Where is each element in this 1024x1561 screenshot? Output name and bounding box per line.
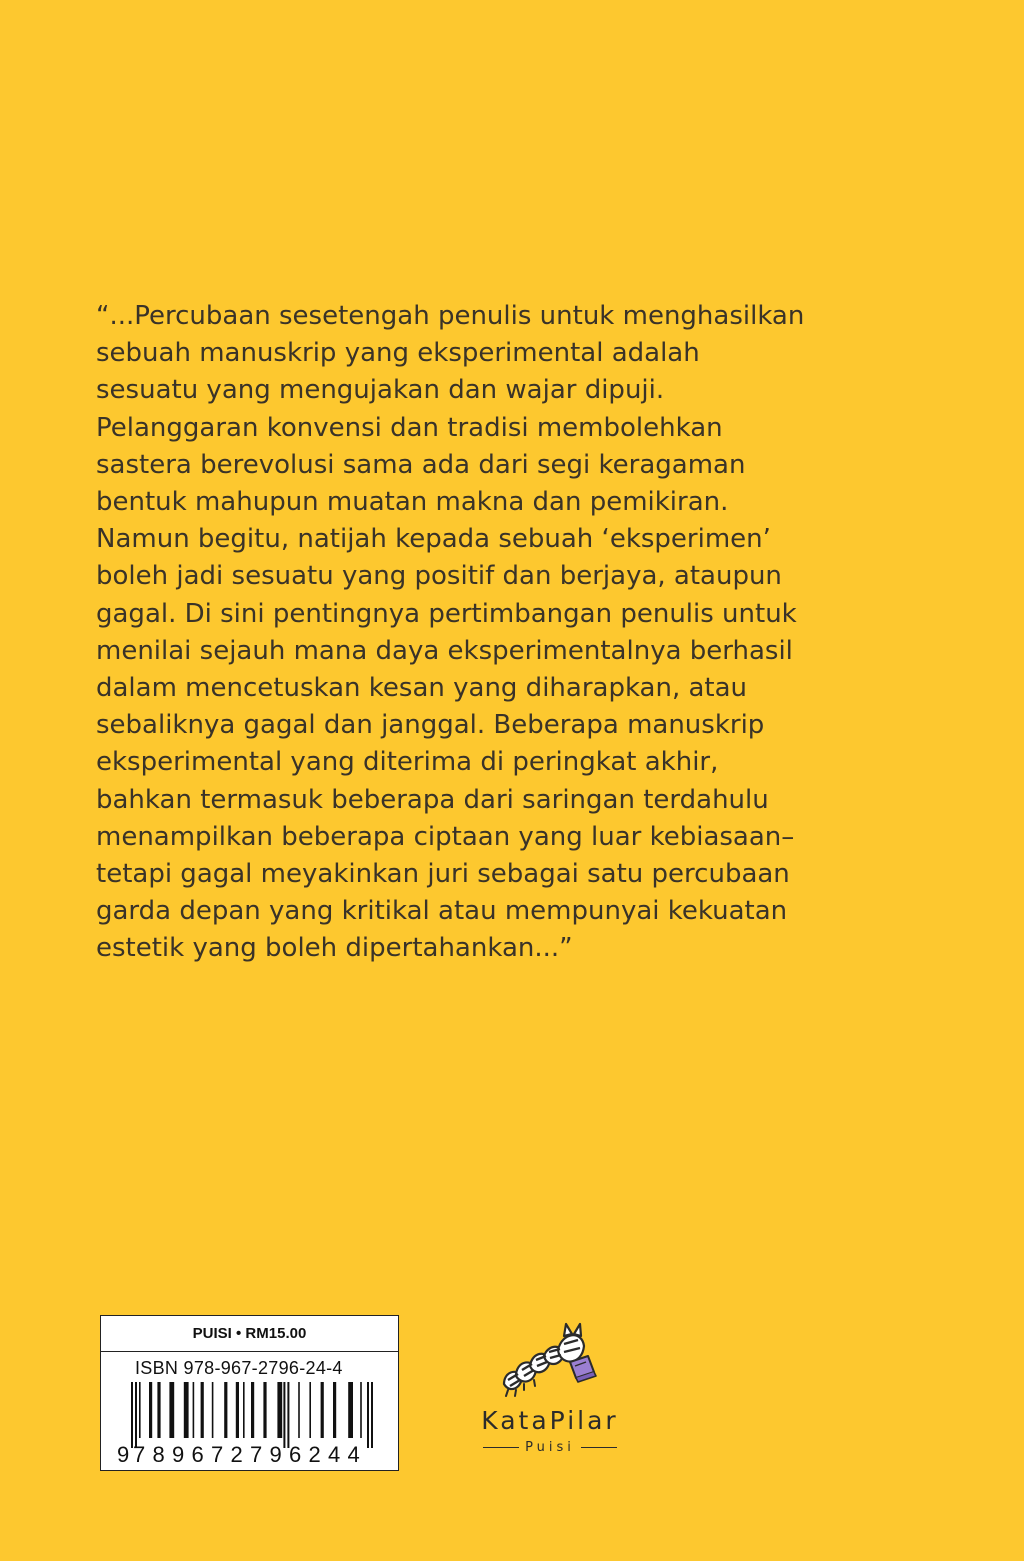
quote-line: menampilkan beberapa ciptaan yang luar kebiasaan– bbox=[96, 821, 795, 852]
barcode-bar bbox=[263, 1382, 266, 1438]
divider bbox=[483, 1447, 519, 1448]
barcode-bar bbox=[224, 1382, 227, 1438]
quote-line: bahkan termasuk beberapa dari saringan terdahulu bbox=[96, 784, 769, 815]
barcode-bar bbox=[184, 1382, 189, 1438]
quote-line: sesuatu yang mengujakan dan wajar dipuji. bbox=[96, 375, 665, 406]
barcode-digit: 9 bbox=[117, 1442, 130, 1466]
barcode-icon bbox=[117, 1382, 382, 1466]
quote-line: sebaliknya gagal dan janggal. Beberapa manuskrip bbox=[96, 710, 765, 741]
barcode-bar bbox=[348, 1382, 353, 1438]
barcode-bar bbox=[251, 1382, 254, 1438]
barcode-bar bbox=[321, 1382, 324, 1438]
quote-line: gagal. Di sini pentingnya pertimbangan penulis untuk bbox=[96, 598, 797, 629]
barcode-bar bbox=[135, 1382, 137, 1448]
publisher-name: KataPilar bbox=[481, 1406, 619, 1435]
barcode-bar bbox=[287, 1382, 289, 1448]
quote-line: bentuk mahupun muatan makna dan pemikiran. bbox=[96, 487, 729, 518]
publisher-imprint bbox=[460, 1440, 640, 1455]
barcode-digit: 6 bbox=[289, 1442, 302, 1466]
barcode-digit: 7 bbox=[211, 1442, 224, 1466]
barcode-bar bbox=[277, 1382, 282, 1438]
barcode-bar bbox=[212, 1382, 214, 1438]
quote-line: menilai sejauh mana daya eksperimentalnya berhasil bbox=[96, 635, 793, 666]
quote-line: Namun begitu, natijah kepada sebuah ‘eksperimen’ bbox=[96, 524, 771, 555]
quote-line: estetik yang boleh dipertahankan...” bbox=[96, 933, 573, 964]
caterpillar-reading-icon bbox=[460, 1322, 640, 1406]
barcode-bar bbox=[360, 1382, 362, 1438]
price-category-label: PUISI • RM15.00 bbox=[101, 1316, 398, 1352]
barcode-digit: 4 bbox=[347, 1442, 360, 1466]
barcode-digit: 9 bbox=[172, 1442, 185, 1466]
barcode-bar bbox=[371, 1382, 373, 1448]
quote-line: sebuah manuskrip yang eksperimental adalah bbox=[96, 338, 700, 369]
barcode-bar bbox=[157, 1382, 160, 1438]
quote-line: “...Percubaan sesetengah penulis untuk menghasilkan bbox=[96, 301, 805, 331]
back-cover-quote bbox=[96, 298, 856, 968]
barcode-digit: 2 bbox=[308, 1442, 321, 1466]
barcode-digit: 6 bbox=[191, 1442, 204, 1466]
barcode-label bbox=[100, 1315, 399, 1471]
barcode-bar bbox=[333, 1382, 336, 1438]
barcode-bar bbox=[309, 1382, 311, 1438]
barcode-digit: 7 bbox=[133, 1442, 146, 1466]
barcode-bar bbox=[131, 1382, 133, 1448]
barcode-bar bbox=[367, 1382, 369, 1448]
quote-line: Pelanggaran konvensi dan tradisi membolehkan bbox=[96, 412, 723, 443]
barcode-bar bbox=[193, 1382, 195, 1438]
barcode-bar bbox=[236, 1382, 239, 1438]
book-icon bbox=[570, 1356, 596, 1382]
barcode-digit: 8 bbox=[152, 1442, 165, 1466]
imprint-label: Puisi bbox=[525, 1440, 575, 1455]
barcode-digit: 9 bbox=[269, 1442, 282, 1466]
quote-line: eksperimental yang diterima di peringkat akhir, bbox=[96, 747, 719, 778]
barcode-bar bbox=[139, 1382, 141, 1438]
barcode-bar bbox=[283, 1382, 285, 1448]
barcode-bar bbox=[201, 1382, 204, 1438]
quote-line: dalam mencetuskan kesan yang diharapkan, atau bbox=[96, 673, 748, 704]
barcode-digit: 2 bbox=[230, 1442, 243, 1466]
barcode-bar bbox=[149, 1382, 152, 1438]
barcode-digit: 7 bbox=[250, 1442, 263, 1466]
quote-line: tetapi gagal meyakinkan juri sebagai satu percubaan bbox=[96, 859, 790, 890]
barcode-bar bbox=[243, 1382, 245, 1438]
barcode-bar bbox=[298, 1382, 300, 1438]
isbn-number: ISBN 978-967-2796-24-4 bbox=[135, 1358, 343, 1378]
publisher-logo bbox=[460, 1322, 640, 1462]
barcode-bar bbox=[169, 1382, 174, 1438]
quote-line: boleh jadi sesuatu yang positif dan berjaya, ataupun bbox=[96, 561, 782, 592]
quote-line: garda depan yang kritikal atau mempunyai kekuatan bbox=[96, 896, 788, 927]
divider bbox=[581, 1447, 617, 1448]
quote-line: sastera berevolusi sama ada dari segi keragaman bbox=[96, 449, 746, 480]
barcode-digit: 4 bbox=[328, 1442, 341, 1466]
